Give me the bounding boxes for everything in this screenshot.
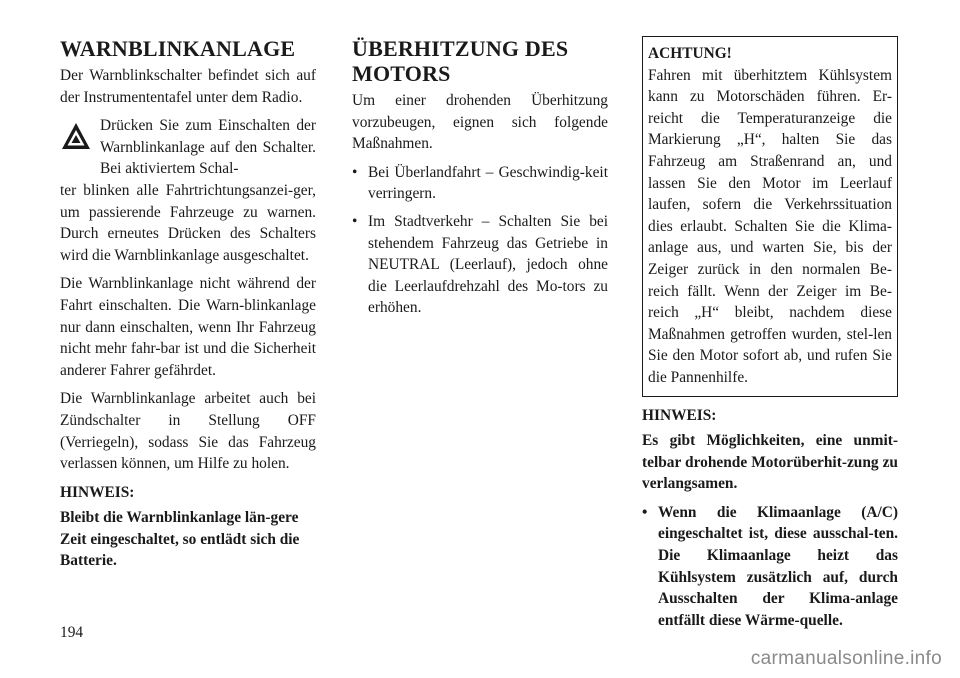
page-number: 194	[60, 624, 84, 641]
paragraph-switch-location: Der Warnblinkschalter befindet sich auf der Instrumententafel unter dem Radio.	[60, 67, 316, 106]
paragraph-usage-warning: Die Warnblinkanlage nicht während der Fahrt einschalten. Die Warn-blinkanlage nur dann einschalten, wenn Ihr Fahrzeug nicht mehr fahr-bar ist und die Sicherheit anderer Fahrer gefährdet.	[60, 275, 316, 379]
ac-measures-list	[642, 502, 898, 632]
paragraph-activate-first: Drücken Sie zum Einschalten der Warnblinkanlage auf den Schalter. Bei aktiviertem Schal-	[100, 117, 316, 178]
paragraph-ignition-off: Die Warnblinkanlage arbeitet auch bei Zündschalter in Stellung OFF (Verriegeln), sodass Sie das Fahrzeug verlassen können, um Hilfe zu holen.	[60, 390, 316, 473]
note-label: HINWEIS:	[60, 483, 135, 501]
note-label: HINWEIS:	[642, 406, 717, 424]
column-middle	[352, 36, 608, 326]
paragraph-overheat-intro: Um einer drohenden Überhitzung vorzubeugen, eignen sich folgende Maßnahmen.	[352, 92, 608, 153]
paragraph-activate-rest: ter blinken alle Fahrtrichtungsanzei-ger, um passierende Fahrzeuge zu warnen. Durch erneutes Drücken des Schalters wird die Warnblinkanlage ausgeschaltet.	[60, 181, 316, 264]
list-item: • Bei Überlandfahrt – Geschwindig-keit verringern.	[352, 162, 608, 205]
caution-text: Fahren mit überhitztem Kühlsystem kann zu Motorschäden führen. Er-reicht die Temperaturanzeige die Markierung „H“, halten Sie das Fahrzeug am Straßenrand an, und lassen Sie den Motor im Leerlauf laufen, sofern die Verkehrssituation dies erlaubt. Schalten Sie die Klima-anlage aus, und warten Sie, bis der Zeiger zurück in den normalen Be-reich fällt. Wenn der Zeiger im Be-reich „H“ bleibt, nachdem diese Maßnahmen getroffen wurden, stel-len Sie den Motor sofort ab, und rufen Sie die Pannenhilfe.	[648, 66, 892, 386]
list-item: • Im Stadtverkehr – Schalten Sie bei stehendem Fahrzeug das Getriebe in NEUTRAL (Leerlauf), jedoch ohne die Leerlaufdrehzahl des Mo-tors zu erhöhen.	[352, 211, 608, 319]
section-title-overheating: ÜBERHITZUNG DES MOTORS	[352, 36, 569, 86]
hazard-warning-triangle-icon	[60, 121, 92, 151]
note-overheat: Es gibt Möglichkeiten, eine unmit-telbar drohende Motorüberhit-zung zu verlangsamen.	[642, 432, 898, 493]
column-left	[60, 36, 316, 579]
section-title-hazard-lights: WARNBLINKANLAGE	[60, 36, 296, 61]
list-item: • Wenn die Klimaanlage (A/C) eingeschaltet ist, diese ausschal-ten. Die Klimaanlage heizt das Kühlsystem zusätzlich auf, durch Ausschalten der Klima-anlage entfällt diese Wärme-quelle.	[642, 502, 898, 632]
caution-title: ACHTUNG!	[648, 45, 732, 62]
overheat-measures-list	[352, 162, 608, 319]
caution-box	[642, 36, 898, 397]
hazard-paragraph	[60, 115, 316, 266]
watermark: carmanualsonline.info	[750, 648, 942, 669]
column-right	[642, 36, 898, 638]
note-battery: Bleibt die Warnblinkanlage län-gere Zeit eingeschaltet, so entlädt sich die Batterie.	[60, 509, 300, 570]
